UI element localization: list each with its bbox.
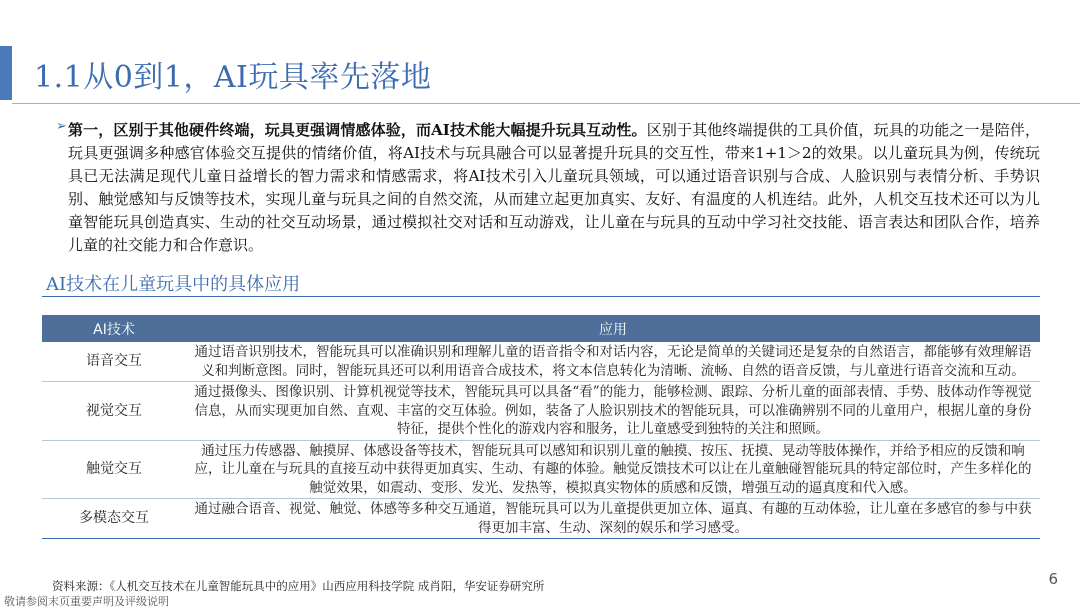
application-cell: 通过摄像头、图像识别、计算机视觉等技术，智能玩具可以具备“看”的能力，能够检测、跟踪、分析儿童的面部表情、手势、肢体动作等视觉信息，从而实现更加自然、直观、丰富的交互体验。例如，装备了人脸识别技术的智能玩具，可以准确辨别不同的儿童用户，根据儿童的身份特征，提供个性化的游戏内容和服务，让儿童感受到独特的关注和照顾。 <box>186 382 1040 441</box>
arrow-right-icon: ➢ <box>56 119 67 134</box>
source-note: 资料来源：《人机交互技术在儿童智能玩具中的应用》山西应用科技学院 成肖阳，华安证券研究所 <box>52 579 545 593</box>
table-header-row <box>42 315 1040 342</box>
tech-cell: 语音交互 <box>42 342 186 382</box>
table-row <box>42 499 1040 539</box>
ai-application-table <box>42 315 1040 539</box>
column-header-application: 应用 <box>186 315 1040 342</box>
table-row <box>42 382 1040 441</box>
title-divider <box>12 103 1080 104</box>
tech-cell: 触觉交互 <box>42 440 186 499</box>
table-title-divider <box>42 296 1040 297</box>
table-title: AI技术在儿童玩具中的具体应用 <box>46 274 301 295</box>
table-row <box>42 342 1040 382</box>
application-cell: 通过压力传感器、触摸屏、体感设备等技术，智能玩具可以感知和识别儿童的触摸、按压、抚摸、晃动等肢体操作，并给予相应的反馈和响应，让儿童在与玩具的直接互动中获得更加真实、生动、有趣的体验。触觉反馈技术可以让在儿童触碰智能玩具的特定部位时，产生多样化的触觉效果，如震动、变形、发光、发热等，模拟真实物体的质感和反馈，增强互动的逼真度和代入感。 <box>186 440 1040 499</box>
page-number: 6 <box>1048 570 1058 588</box>
intro-body: 区别于其他终端提供的工具价值，玩具的功能之一是陪伴，玩具更强调多种感官体验交互提供的情绪价值，将AI技术与玩具融合可以显著提升玩具的交互性，带来1+1＞2的效果。以儿童玩具为例，传统玩具已无法满足现代儿童日益增长的智力需求和情感需求，将AI技术引入儿童玩具领域，可以通过语音识别与合成、人脸识别与表情分析、手势识别、触觉感知与反馈等技术，实现儿童与玩具之间的自然交流，从而建立起更加真实、友好、有温度的人机连结。此外，人机交互技术还可以为儿童智能玩具创造真实、生动的社交互动场景，通过模拟社交对话和互动游戏，让儿童在与玩具的互动中学习社交技能、语言表达和团队合作，培养儿童的社交能力和合作意识。 <box>68 121 1040 254</box>
column-header-tech: AI技术 <box>42 315 186 342</box>
intro-lead: 第一，区别于其他硬件终端，玩具更强调情感体验，而AI技术能大幅提升玩具互动性。 <box>68 121 647 139</box>
application-cell: 通过语音识别技术，智能玩具可以准确识别和理解儿童的语音指令和对话内容，无论是简单的关键词还是复杂的自然语言，都能够有效理解语义和判断意图。同时，智能玩具还可以利用语音合成技术，将文本信息转化为清晰、流畅、自然的语音反馈，与儿童进行语音交流和互动。 <box>186 342 1040 382</box>
intro-paragraph <box>68 119 1040 257</box>
page-title: 1.1从0到1，AI玩具率先落地 <box>34 60 432 95</box>
disclaimer-note: 敬请参阅末页重要声明及评级说明 <box>4 595 169 608</box>
table-row <box>42 440 1040 499</box>
tech-cell: 多模态交互 <box>42 499 186 539</box>
title-accent-bar <box>0 46 12 100</box>
application-cell: 通过融合语音、视觉、触觉、体感等多种交互通道，智能玩具可以为儿童提供更加立体、逼真、有趣的互动体验，让儿童在多感官的参与中获得更加丰富、生动、深刻的娱乐和学习感受。 <box>186 499 1040 539</box>
tech-cell: 视觉交互 <box>42 382 186 441</box>
